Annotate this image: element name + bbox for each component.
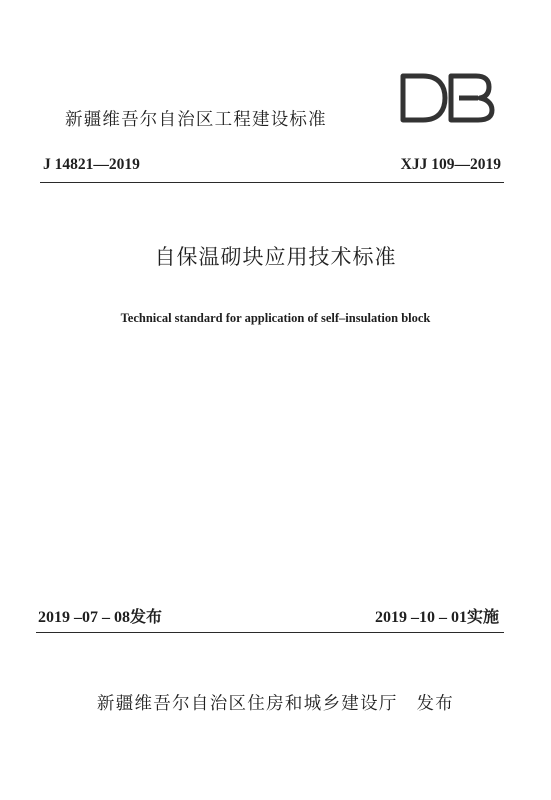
top-divider: [40, 182, 504, 183]
publisher-line: 新疆维吾尔自治区住房和城乡建设厅 发布: [96, 694, 455, 714]
standard-number: XJJ 109—2019: [400, 156, 501, 173]
record-number: J 14821—2019: [43, 156, 140, 173]
issue-date: 2019 –07 – 08发布: [38, 609, 163, 626]
issuer-title: 新疆维吾尔自治区工程建设标准: [65, 110, 327, 130]
db-logo: [397, 72, 497, 124]
effective-date: 2019 –10 – 01实施: [374, 609, 499, 626]
document-title-chinese: 自保温砌块应用技术标准: [154, 245, 397, 269]
bottom-divider: [36, 632, 504, 633]
document-title-english: Technical standard for application of self–insulation block: [120, 311, 431, 325]
